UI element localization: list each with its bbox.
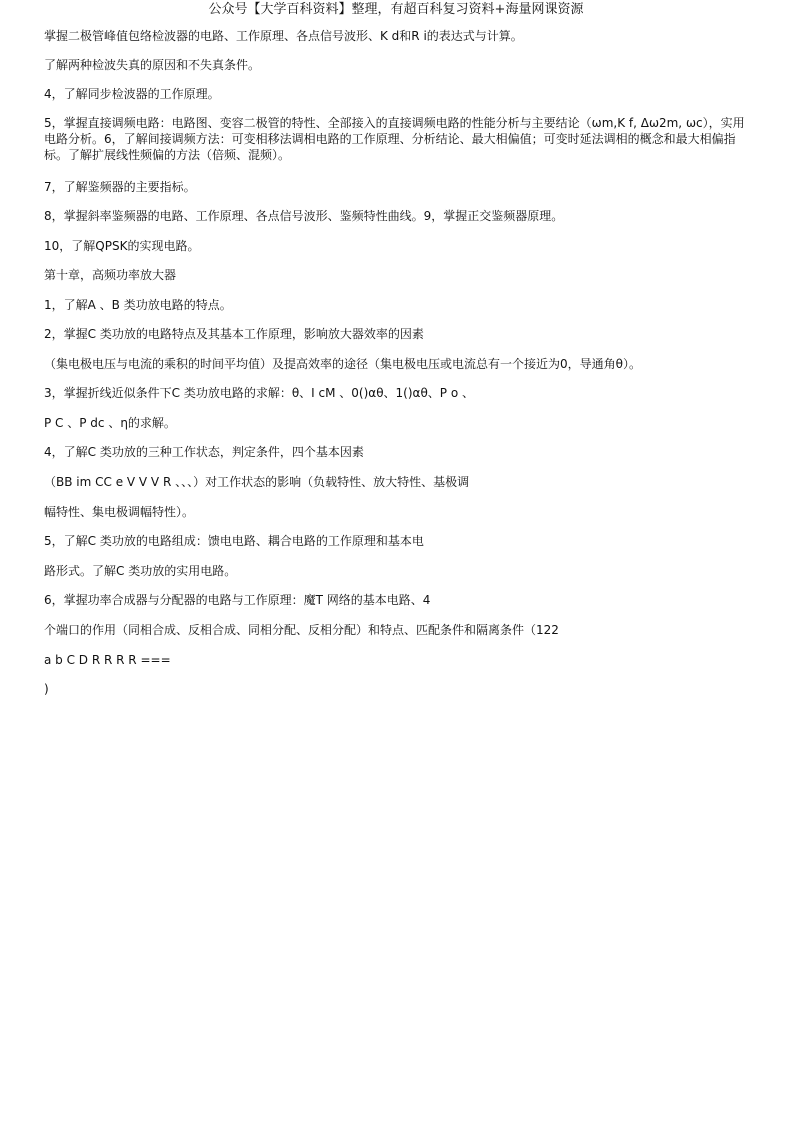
paragraph-line: 6，掌握功率合成器与分配器的电路与工作原理：魔T 网络的基本电路、4 xyxy=(44,593,431,607)
paragraph-line: 1，了解A 、B 类功放电路的特点。 xyxy=(44,298,232,312)
paragraph-line: 5，掌握直接调频电路：电路图、变容二极管的特性、全部接入的直接调频电路的性能分析与主要结论（ωm,K f, Δω2m, ωc），实用电路分析。6，了解间接调频方法：可变相移法调相电路的工作原理、分析结论、最大相偏值；可变时延法调相的概念和最大相偏指标。了解扩展线性频偏的方法（倍频、混频）。 xyxy=(44,116,745,162)
paragraph-line: 8，掌握斜率鉴频器的电路、工作原理、各点信号波形、鉴频特性曲线。9，掌握正交鉴频器原理。 xyxy=(44,209,564,223)
paragraph-line: 3，掌握折线近似条件下C 类功放电路的求解：θ、I cM 、0()αθ、1()αθ、P o 、 xyxy=(44,386,474,400)
paragraph-line: （BB im CC e V V V R 、、、）对工作状态的影响（负载特性、放大特性、基极调 xyxy=(44,475,470,489)
page-header: 公众号【大学百科资料】整理，有超百科复习资料+海量网课资源 xyxy=(208,2,584,17)
paragraph-line: 5，了解C 类功放的电路组成：馈电电路、耦合电路的工作原理和基本电 xyxy=(44,534,424,548)
paragraph-line: 个端口的作用（同相合成、反相合成、同相分配、反相分配）和特点、匹配条件和隔离条件（122 xyxy=(44,623,559,637)
paragraph-line: 了解两种检波失真的原因和不失真条件。 xyxy=(44,58,261,72)
paragraph-line: 7，了解鉴频器的主要指标。 xyxy=(44,180,196,194)
paragraph-line: 4，了解C 类功放的三种工作状态，判定条件，四个基本因素 xyxy=(44,445,364,459)
paragraph-line: （集电极电压与电流的乘积的时间平均值）及提高效率的途径（集电极电压或电流总有一个接近为0，导通角θ）。 xyxy=(44,357,641,371)
paragraph-line: 路形式。了解C 类功放的实用电路。 xyxy=(44,564,237,578)
paragraph-line: 幅特性、集电极调幅特性）。 xyxy=(44,505,195,519)
paragraph-line: P C 、P dc 、η的求解。 xyxy=(44,416,176,430)
paragraph-line: 4，了解同步检波器的工作原理。 xyxy=(44,87,220,101)
chapter-heading: 第十章，高频功率放大器 xyxy=(44,268,177,282)
paragraph-line: 10，了解QPSK的实现电路。 xyxy=(44,239,200,253)
paragraph-line: 2，掌握C 类功放的电路特点及其基本工作原理，影响放大器效率的因素 xyxy=(44,327,424,341)
paragraph-line: ) xyxy=(44,682,49,696)
paragraph-line: a b C D R R R R === xyxy=(44,653,171,667)
paragraph-line: 掌握二极管峰值包络检波器的电路、工作原理、各点信号波形、K d和R i的表达式与计算。 xyxy=(44,29,523,43)
